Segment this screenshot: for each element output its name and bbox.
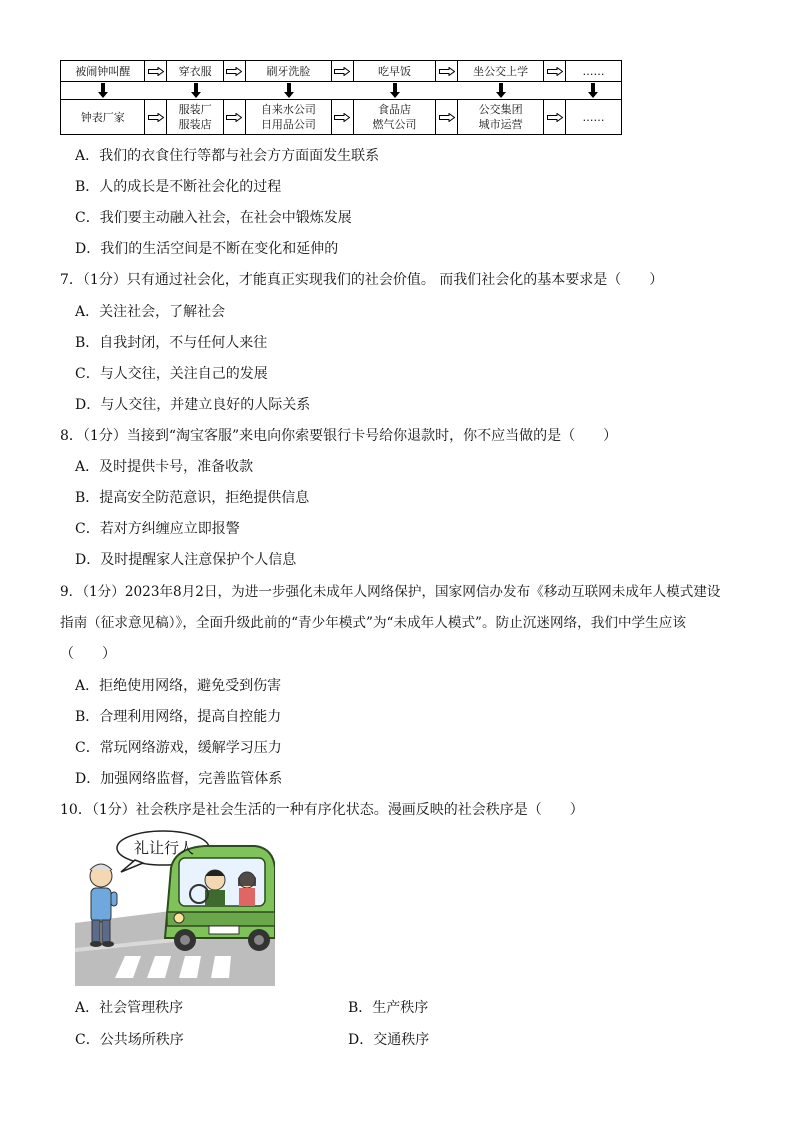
q6-option-b: B．人的成长是不断社会化的过程 — [75, 179, 282, 195]
q9-stem-line-2: 指南（征求意见稿）》，全面升级此前的“青少年模式”为“未成年人模式”。防止沉迷网络，我们中学生应该 — [60, 615, 686, 631]
flow-top-row — [61, 61, 621, 82]
down-arrow-icon — [354, 81, 437, 99]
q8-option-b: B．提高安全防范意识，拒绝提供信息 — [75, 490, 310, 506]
down-arrow-icon — [246, 81, 332, 99]
q8-option-c: C．若对方纠缠应立即报警 — [75, 521, 240, 537]
flow-provider-4: 食品店 燃气公司 — [354, 99, 437, 135]
q7-option-c: C．与人交往，关注自己的发展 — [75, 366, 268, 382]
q10-option-b: B．生产秩序 — [348, 1000, 429, 1016]
q7-option-d: D．与人交往，并建立良好的人际关系 — [75, 397, 311, 413]
right-arrow-icon — [544, 61, 566, 81]
q7-option-b: B．自我封闭，不与任何人来往 — [75, 335, 268, 351]
flow-step-6: …… — [582, 64, 605, 78]
q7-stem: 7．（1分）只有通过社会化，才能真正实现我们的社会价值。 而我们社会化的基本要求是（ ） — [60, 272, 664, 288]
flow-table — [60, 60, 622, 135]
flow-step-4: 吃早饭 — [354, 61, 437, 81]
right-arrow-icon — [224, 99, 246, 135]
q9-stem-line-3: （ ） — [60, 646, 116, 662]
q10-stem: 10．（1分）社会秩序是社会生活的一种有序化状态。漫画反映的社会秩序是（ ） — [60, 802, 584, 818]
q8-option-a: A．及时提供卡号，准备收款 — [75, 459, 254, 475]
right-arrow-icon — [224, 61, 246, 81]
flow-provider-1: 钟表厂家 — [61, 99, 145, 135]
down-arrow-icon — [61, 81, 145, 99]
down-arrow-icon — [167, 81, 224, 99]
q8-stem: 8．（1分）当接到“淘宝客服”来电向你索要银行卡号给你退款时，你不应当做的是（ ） — [60, 428, 618, 444]
q6-option-c: C．我们要主动融入社会，在社会中锻炼发展 — [75, 210, 352, 226]
right-arrow-icon — [332, 61, 354, 81]
q8-option-d: D．及时提醒家人注意保护个人信息 — [75, 552, 297, 568]
q6-option-d: D．我们的生活空间是不断在变化和延伸的 — [75, 241, 339, 257]
q9-option-b: B．合理利用网络，提高自控能力 — [75, 709, 282, 725]
q7-option-a: A．关注社会，了解社会 — [75, 304, 226, 320]
q9-option-d: D．加强网络监督，完善监管体系 — [75, 771, 283, 787]
q9-option-a: A．拒绝使用网络，避免受到伤害 — [75, 678, 282, 694]
q9-stem-line-1: 9．（1分）2023年8月2日，为进一步强化未成年人网络保护，国家网信办发布《移动互联网未成年人模式建设 — [60, 584, 721, 600]
traffic-cartoon — [75, 828, 275, 986]
q9-option-c: C．常玩网络游戏，缓解学习压力 — [75, 740, 282, 756]
flow-bottom-row — [61, 99, 621, 135]
right-arrow-icon — [436, 99, 458, 135]
q10-option-c: C．公共场所秩序 — [75, 1032, 184, 1048]
q10-option-d: D．交通秩序 — [348, 1032, 430, 1048]
flow-provider-6: …… — [582, 110, 605, 124]
flow-provider-2: 服装厂 服装店 — [167, 99, 224, 135]
flow-step-2: 穿衣服 — [167, 61, 224, 81]
flow-down-arrow-row — [61, 81, 621, 100]
right-arrow-icon — [145, 99, 167, 135]
flow-step-1: 被闹钟叫醒 — [61, 61, 145, 81]
q10-option-a: A．社会管理秩序 — [75, 1000, 184, 1016]
right-arrow-icon — [145, 61, 167, 81]
speech-bubble-text: 礼让行人 — [133, 839, 194, 857]
flow-step-5: 坐公交上学 — [458, 61, 544, 81]
right-arrow-icon — [544, 99, 566, 135]
right-arrow-icon — [332, 99, 354, 135]
flow-provider-5: 公交集团 城市运营 — [458, 99, 544, 135]
right-arrow-icon — [436, 61, 458, 81]
down-arrow-icon — [458, 81, 544, 99]
q6-option-a: A．我们的衣食住行等都与社会方方面面发生联系 — [75, 148, 380, 164]
flow-step-3: 刷牙洗脸 — [246, 61, 332, 81]
flow-provider-3: 自来水公司 日用品公司 — [246, 99, 332, 135]
down-arrow-icon — [566, 81, 621, 99]
